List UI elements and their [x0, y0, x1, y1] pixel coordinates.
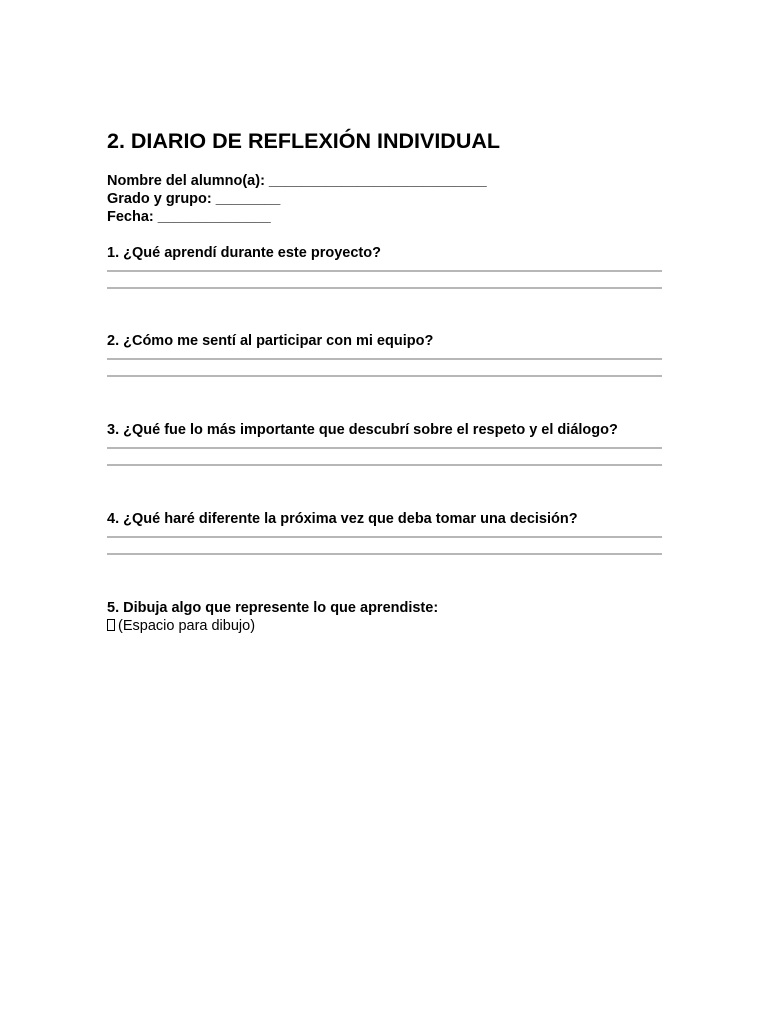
answer-line[interactable] [107, 447, 662, 449]
page-title: 2. DIARIO DE REFLEXIÓN INDIVIDUAL [107, 129, 501, 153]
drawing-space-label: (Espacio para dibujo) [118, 618, 256, 634]
question-3-text: 3. ¿Qué fue lo más importante que descubrí sobre el respeto y el diálogo? [107, 422, 618, 438]
student-info-fields [107, 172, 487, 226]
answer-line[interactable] [107, 287, 662, 289]
answer-line[interactable] [107, 536, 662, 538]
question-1 [107, 244, 662, 262]
grade-group-field[interactable]: Grado y grupo: ________ [107, 191, 281, 207]
student-name-field[interactable]: Nombre del alumno(a): ___________________________ [107, 173, 487, 189]
drawing-space[interactable] [107, 617, 662, 635]
question-2 [107, 332, 662, 350]
answer-line[interactable] [107, 464, 662, 466]
missing-glyph-icon [107, 619, 115, 631]
question-5 [107, 599, 662, 635]
question-2-text: 2. ¿Cómo me sentí al participar con mi equipo? [107, 333, 434, 349]
question-5-text: 5. Dibuja algo que represente lo que aprendiste: [107, 600, 439, 616]
answer-line[interactable] [107, 375, 662, 377]
answer-line[interactable] [107, 553, 662, 555]
question-4 [107, 510, 662, 528]
question-3 [107, 421, 662, 439]
answer-line[interactable] [107, 358, 662, 360]
answer-line[interactable] [107, 270, 662, 272]
question-4-text: 4. ¿Qué haré diferente la próxima vez que deba tomar una decisión? [107, 511, 578, 527]
date-field[interactable]: Fecha: ______________ [107, 209, 271, 225]
question-1-text: 1. ¿Qué aprendí durante este proyecto? [107, 245, 381, 261]
